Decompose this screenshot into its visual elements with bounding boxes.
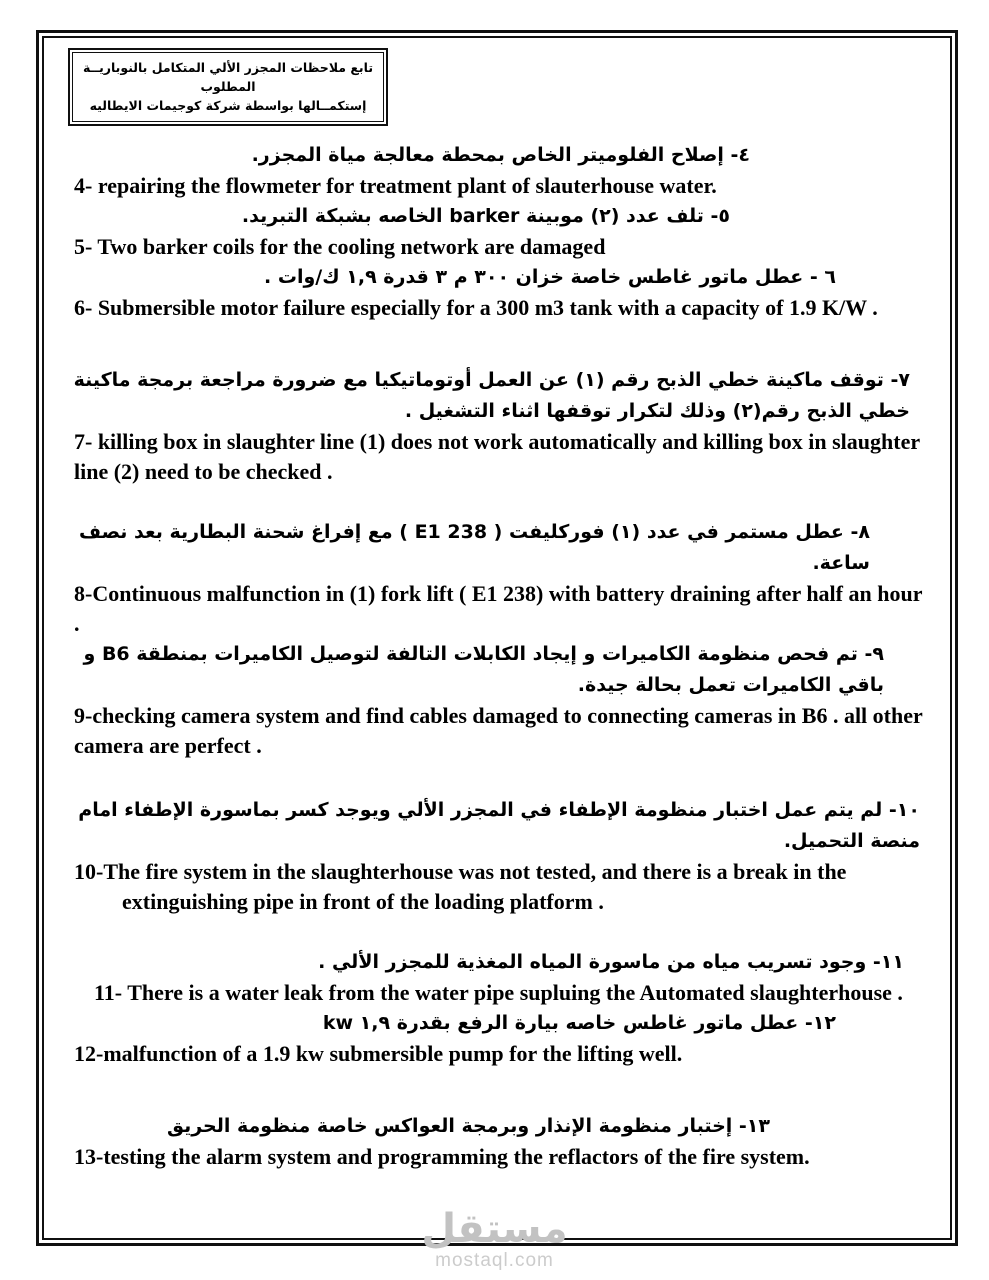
item-9-english-text: 9-checking camera system and find cables damaged to connecting cameras in B6 . all other camera are perfect . [74, 703, 923, 758]
item-10-arabic-text: ١٠- لم يتم عمل اختبار منظومة الإطفاء في المجزر الألي ويوجد كسر بماسورة الإطفاء امام منصة التحميل. [78, 799, 920, 852]
item-9-arabic-text: ٩- تم فحص منظومة الكاميرات و إيجاد الكابلات التالفة لتوصيل الكاميرات بمنطقة B6 و باقي الكاميرات تعمل بحالة جيدة. [83, 643, 884, 696]
watermark-url-text: mostaql.com [435, 1250, 554, 1271]
item-11 [68, 947, 928, 1008]
item-6 [68, 262, 928, 323]
item-12-english-text: 12-malfunction of a 1.9 kw submersible pump for the lifting well. [74, 1041, 683, 1066]
item-8-english-text: 8-Continuous malfunction in (1) fork lift ( E1 238) with battery draining after half an hour . [74, 581, 923, 636]
item-13-english-text: 13-testing the alarm system and programming the reflactors of the fire system. [74, 1144, 810, 1169]
watermark-logo-text: مستقل [421, 1206, 568, 1252]
header-note-line-2: إستكمــالها بواسطة شركة كوجيمات الايطاليه [89, 98, 367, 113]
item-13-arabic-text: ١٣- إختبار منظومة الإنذار وبرمجة العواكس خاصة منظومة الحريق [166, 1115, 770, 1137]
item-9 [68, 639, 928, 761]
item-6-arabic-text: ٦ - عطل ماتور غاطس خاصة خزان ٣٠٠ م ٣ قدرة ١,٩ ك/وات . [264, 266, 836, 288]
item-11-arabic-text: ١١- وجود تسريب مياه من ماسورة المياه المغذية للمجزر الألي . [318, 951, 904, 973]
item-7-arabic-text: ٧- توقف ماكينة خطي الذبح رقم (١) عن العمل أوتوماتيكيا مع ضرورة مراجعة برمجة ماكينة خطي الذبح رقم(٢) وذلك لتكرار توقفها اثناء التشغيل . [73, 369, 910, 422]
item-4 [68, 140, 928, 201]
document-content [68, 140, 928, 1172]
item-10-english-text: 10-The fire system in the slaughterhouse was not tested, and there is a break in the extinguishing pipe in front of the loading platform . [74, 859, 847, 914]
header-note-inner [72, 52, 384, 122]
item-12 [68, 1008, 928, 1069]
item-10 [68, 795, 928, 917]
item-8-arabic-text: ٨- عطل مستمر في عدد (١) فوركليفت ( E1 238 ) مع إفراغ شحنة البطارية بعد نصف ساعة. [78, 521, 870, 574]
item-4-arabic-text: ٤- إصلاح الفلوميتر الخاص بمحطة معالجة مياة المجزر. [251, 144, 750, 166]
item-5-arabic-text: ٥- تلف عدد (٢) موبينة barker الخاصه بشبكة التبريد. [241, 205, 730, 227]
item-7-english-text: 7- killing box in slaughter line (1) does not work automatically and killing box in slaughter line (2) need to be checked . [74, 429, 920, 484]
item-5 [68, 201, 928, 262]
item-8 [68, 517, 928, 639]
page-inner-border [42, 36, 952, 1240]
item-4-english-text: 4- repairing the flowmeter for treatment plant of slauterhouse water. [74, 173, 717, 198]
item-12-arabic-text: ١٢- عطل ماتور غاطس خاصه بيارة الرفع بقدرة ١,٩ kw [322, 1012, 836, 1034]
item-11-english-text: 11- There is a water leak from the water pipe supluing the Automated slaughterhouse . [94, 980, 903, 1005]
header-note-line-1: تابع ملاحظات المجزر الألي المتكامل بالنوباريــة المطلوب [82, 60, 374, 94]
header-note-box [68, 48, 388, 126]
item-7 [68, 365, 928, 487]
page-outer-border [36, 30, 958, 1246]
item-5-english-text: 5- Two barker coils for the cooling network are damaged [74, 234, 606, 259]
item-6-english-text: 6- Submersible motor failure especially for a 300 m3 tank with a capacity of 1.9 K/W . [74, 295, 878, 320]
item-13 [68, 1111, 928, 1172]
